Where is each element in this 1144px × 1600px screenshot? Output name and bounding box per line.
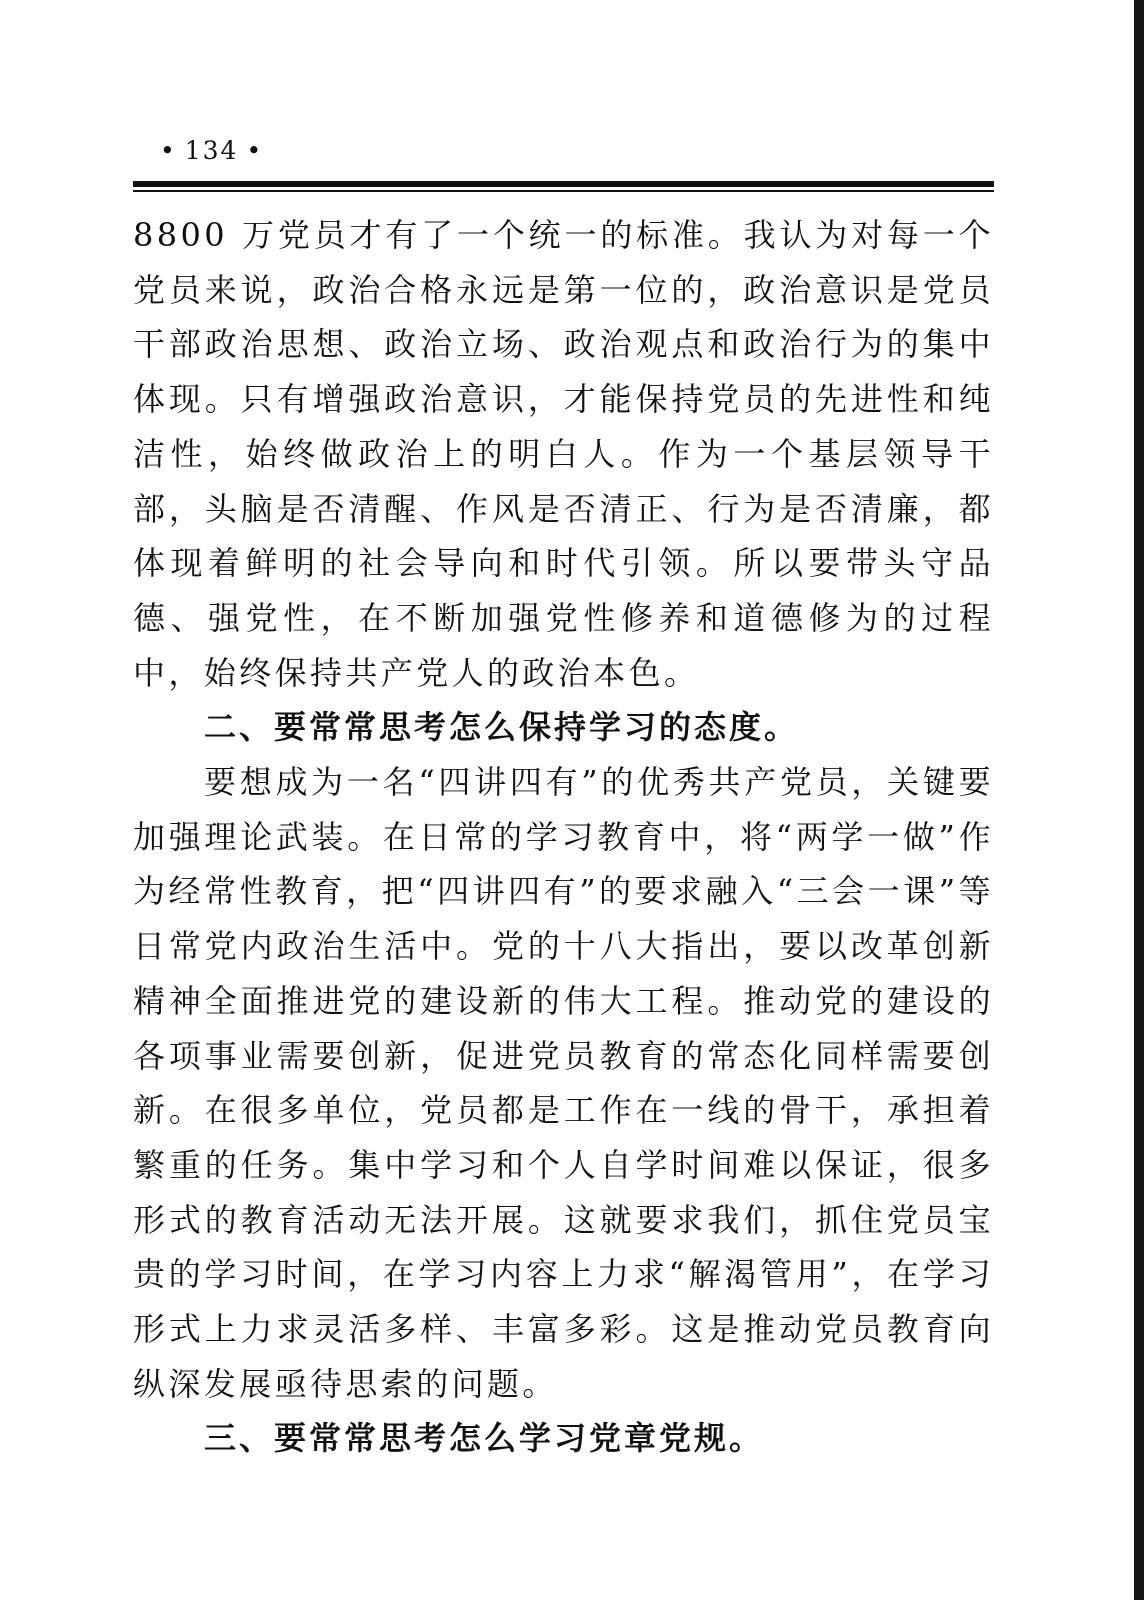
header-rule-thick bbox=[133, 181, 994, 187]
scan-edge-shadow bbox=[1134, 0, 1144, 1600]
page-body bbox=[133, 208, 994, 1466]
page-number: 134 bbox=[184, 136, 239, 165]
paragraph-learning-attitude: 要想成为一名“四讲四有”的优秀共产党员，关键要加强理论武装。在日常的学习教育中，将“两学一做”作为经常性教育，把“四讲四有”的要求融入“三会一课”等日常党内政治生活中。党的十八大指出，要以改革创新精神全面推进党的建设新的伟大工程。推动党的建设的各项事业需要创新，促进党员教育的常态化同样需要创新。在很多单位，党员都是工作在一线的骨干，承担着繁重的任务。集中学习和个人自学时间难以保证，很多形式的教育活动无法开展。这就要求我们，抓住党员宝贵的学习时间，在学习内容上力求“解渴管用”，在学习形式上力求灵活多样、丰富多彩。这是推动党员教育向纵深发展亟待思索的问题。 bbox=[133, 763, 994, 1403]
header-dot-left: • bbox=[160, 136, 177, 165]
header-dot-right: • bbox=[246, 136, 264, 165]
page-header bbox=[152, 136, 271, 165]
section-heading-2: 二、要常常思考怎么保持学习的态度。 bbox=[204, 708, 800, 747]
paragraph-continuation: 8800 万党员才有了一个统一的标准。我认为对每一个党员来说，政治合格永远是第一位的，政治意识是党员干部政治思想、政治立场、政治观点和政治行为的集中体现。只有增强政治意识，才能保持党员的先进性和纯洁性，始终做政治上的明白人。作为一个基层领导干部，头脑是否清醒、作风是否清正、行为是否清廉，都体现着鲜明的社会导向和时代引领。所以要带头守品德、强党性，在不断加强党性修养和道德修为的过程中，始终保持共产党人的政治本色。 bbox=[133, 216, 994, 692]
section-heading-3: 三、要常常思考怎么学习党章党规。 bbox=[204, 1419, 765, 1458]
header-rule-thin bbox=[133, 190, 994, 192]
